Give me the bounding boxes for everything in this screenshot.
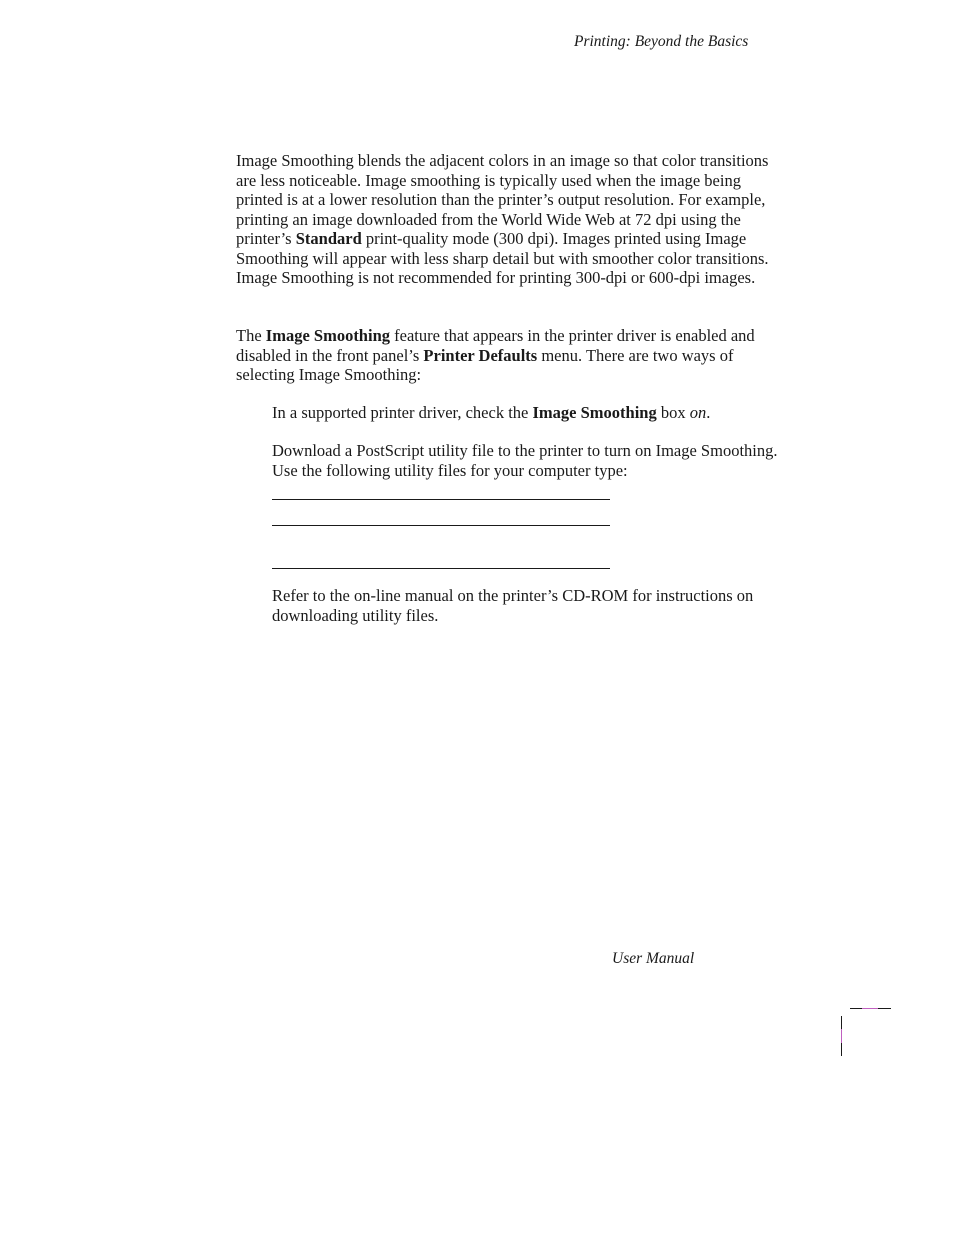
intro-paragraph: [236, 151, 786, 288]
running-header: Printing: Beyond the Basics: [574, 33, 749, 50]
table-rule-bottom: [272, 568, 610, 569]
feature-text-middle: feature that appears in the printer driver is enabled and disabled in the front panel’s: [236, 326, 755, 365]
method-driver-period: .: [706, 403, 711, 422]
printer-defaults-term: Printer Defaults: [423, 345, 538, 365]
intro-text-continued: print-quality mode (300 dpi). Images printed using Image Smoothing will appear with less sharp detail but with smoother color transitions. Image Smoothing is not recommended for printing 300-dpi or 600-dpi images.: [236, 229, 769, 287]
on-value: on: [689, 403, 707, 422]
crop-mark-horizontal-accent: [862, 1008, 878, 1009]
method-driver-item: [272, 403, 786, 423]
feature-text-start: The: [236, 326, 266, 345]
method-driver-text-middle: box: [656, 403, 690, 422]
image-smoothing-term: Image Smoothing: [265, 326, 390, 345]
intro-text: Image Smoothing blends the adjacent colors in an image so that color transitions are less noticeable. Image smoothing is typically used when the image being printed is at a lower resolution than the printer’s output resolution. For example, printing an image downloaded from the World Wide Web at 72 dpi using the printer’s: [236, 151, 769, 248]
feature-text-end: menu. There are two ways of selecting Image Smoothing:: [236, 345, 734, 384]
table-rule-top: [272, 499, 610, 500]
feature-paragraph: [236, 326, 786, 385]
table-rule-middle: [272, 525, 610, 526]
running-footer: User Manual: [612, 950, 695, 967]
method-driver-text: In a supported printer driver, check the: [272, 403, 533, 422]
crop-mark-vertical-accent: [841, 1029, 842, 1043]
method-utility-item: Download a PostScript utility file to the printer to turn on Image Smoothing. Use the following utility files for your computer type:: [272, 441, 778, 480]
standard-mode-term: Standard: [295, 229, 362, 248]
reference-paragraph: Refer to the on-line manual on the printer’s CD-ROM for instructions on downloading utility files.: [272, 586, 754, 625]
image-smoothing-option: Image Smoothing: [532, 403, 657, 422]
